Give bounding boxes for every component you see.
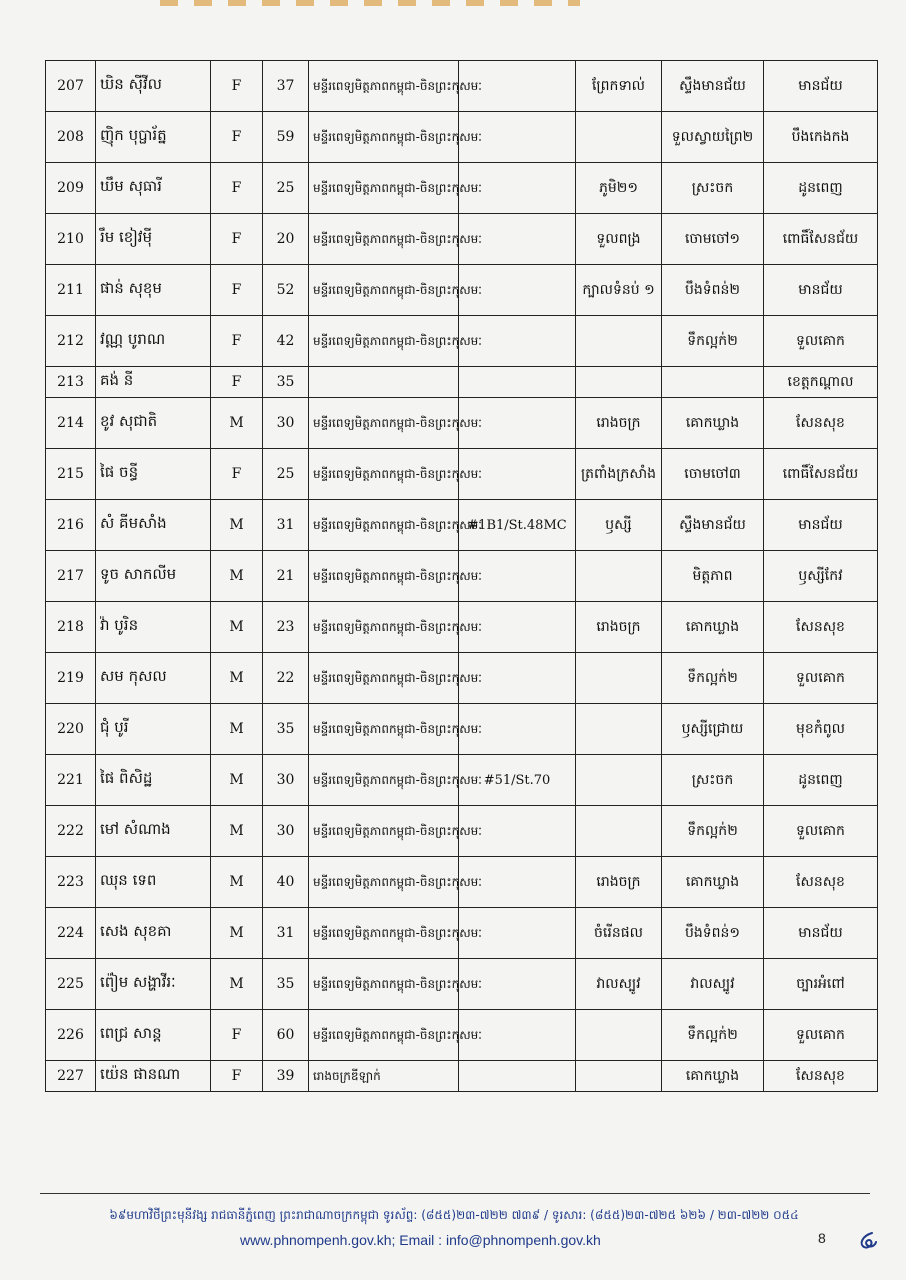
village-name: វាលស្បូវ bbox=[576, 959, 662, 1010]
patient-age: 31 bbox=[263, 500, 309, 551]
patient-sex: F bbox=[211, 61, 263, 112]
district-name: មានជ័យ bbox=[764, 908, 878, 959]
patient-workplace: មន្ទីរពេទ្យមិត្តភាពកម្ពុជា-ចិនព្រះកុសមៈ bbox=[309, 551, 459, 602]
patient-name: ឃិន ស៊ីវីល bbox=[96, 61, 211, 112]
patient-name: ឈុន ទេព bbox=[96, 857, 211, 908]
village-name bbox=[576, 653, 662, 704]
patient-sex: M bbox=[211, 857, 263, 908]
patient-sex: M bbox=[211, 755, 263, 806]
district-name: បឹងកេងកង bbox=[764, 112, 878, 163]
table-row bbox=[46, 806, 878, 857]
village-name bbox=[576, 1010, 662, 1061]
patient-workplace: មន្ទីរពេទ្យមិត្តភាពកម្ពុជា-ចិនព្រះកុសមៈ bbox=[309, 755, 459, 806]
row-number: 220 bbox=[46, 704, 96, 755]
commune-name: បឹងទំពន់២ bbox=[662, 265, 764, 316]
patient-name: ឃឹម សុធារី bbox=[96, 163, 211, 214]
village-name: ឫស្សី bbox=[576, 500, 662, 551]
patient-name: ញ៉ិក បុប្ផារ័ត្ន bbox=[96, 112, 211, 163]
patient-sex: M bbox=[211, 908, 263, 959]
house-number: #1B1/St.48MC bbox=[459, 500, 576, 551]
patient-age: 25 bbox=[263, 449, 309, 500]
patient-name: ផាន់ សុខុម bbox=[96, 265, 211, 316]
patient-age: 39 bbox=[263, 1061, 309, 1092]
village-name: រោងចក្រ bbox=[576, 398, 662, 449]
district-name: សែនសុខ bbox=[764, 857, 878, 908]
patient-workplace: មន្ទីរពេទ្យមិត្តភាពកម្ពុជា-ចិនព្រះកុសមៈ bbox=[309, 806, 459, 857]
patient-age: 59 bbox=[263, 112, 309, 163]
patient-age: 31 bbox=[263, 908, 309, 959]
patient-name: ពេជ្រ សាន្ត bbox=[96, 1010, 211, 1061]
commune-name: ឫស្សីជ្រោយ bbox=[662, 704, 764, 755]
patient-age: 30 bbox=[263, 806, 309, 857]
patient-age: 22 bbox=[263, 653, 309, 704]
table-row bbox=[46, 959, 878, 1010]
patient-age: 21 bbox=[263, 551, 309, 602]
patient-sex: M bbox=[211, 602, 263, 653]
commune-name: គោកឃ្លាង bbox=[662, 398, 764, 449]
district-name: មានជ័យ bbox=[764, 61, 878, 112]
patient-sex: F bbox=[211, 367, 263, 398]
patient-workplace: មន្ទីរពេទ្យមិត្តភាពកម្ពុជា-ចិនព្រះកុសមៈ bbox=[309, 653, 459, 704]
footer-address: ៦៩មហាវិថីព្រះមុនីវង្ស រាជធានីភ្នំពេញ ព្រះរាជាណាចក្រកម្ពុជា ទូរស័ព្ទ: (៨៥៥)២៣-៧២២ ៧៣៩ / ទូរសារ: (៨៥៥)២៣-៧២៥ ៦២៦ / ២៣-៧២២ ០៥៤ bbox=[109, 1208, 799, 1222]
table-row bbox=[46, 500, 878, 551]
district-name: ទួលគោក bbox=[764, 806, 878, 857]
patient-workplace: មន្ទីរពេទ្យមិត្តភាពកម្ពុជា-ចិនព្រះកុសមៈ bbox=[309, 265, 459, 316]
row-number: 213 bbox=[46, 367, 96, 398]
commune-name: ស្រះចក bbox=[662, 755, 764, 806]
patient-age: 40 bbox=[263, 857, 309, 908]
patient-workplace: មន្ទីរពេទ្យមិត្តភាពកម្ពុជា-ចិនព្រះកុសមៈ bbox=[309, 398, 459, 449]
commune-name: ទឹកល្អក់២ bbox=[662, 1010, 764, 1061]
patient-workplace: មន្ទីរពេទ្យមិត្តភាពកម្ពុជា-ចិនព្រះកុសមៈ bbox=[309, 61, 459, 112]
village-name: រោងចក្រ bbox=[576, 857, 662, 908]
patient-age: 30 bbox=[263, 398, 309, 449]
district-name: មានជ័យ bbox=[764, 500, 878, 551]
table-row bbox=[46, 1061, 878, 1092]
table-row bbox=[46, 857, 878, 908]
patient-name: សេង សុខគា bbox=[96, 908, 211, 959]
district-name: ដូនពេញ bbox=[764, 755, 878, 806]
row-number: 219 bbox=[46, 653, 96, 704]
row-number: 207 bbox=[46, 61, 96, 112]
commune-name: ទឹកល្អក់២ bbox=[662, 316, 764, 367]
row-number: 216 bbox=[46, 500, 96, 551]
district-name: ឫស្សីកែវ bbox=[764, 551, 878, 602]
patient-workplace: មន្ទីរពេទ្យមិត្តភាពកម្ពុជា-ចិនព្រះកុសមៈ bbox=[309, 959, 459, 1010]
commune-name bbox=[662, 367, 764, 398]
patient-workplace bbox=[309, 367, 459, 398]
patient-workplace: មន្ទីរពេទ្យមិត្តភាពកម្ពុជា-ចិនព្រះកុសមៈ bbox=[309, 602, 459, 653]
row-number: 224 bbox=[46, 908, 96, 959]
patient-name: ខូវ សុជាតិ bbox=[96, 398, 211, 449]
roster-body bbox=[46, 61, 878, 1092]
district-name: ទួលគោក bbox=[764, 1010, 878, 1061]
commune-name: ស្ទឹងមានជ័យ bbox=[662, 500, 764, 551]
commune-name: ទឹកល្អក់២ bbox=[662, 806, 764, 857]
house-number bbox=[459, 367, 576, 398]
house-number: #51/St.70 bbox=[459, 755, 576, 806]
village-name: រោងចក្រ bbox=[576, 602, 662, 653]
patient-sex: F bbox=[211, 112, 263, 163]
commune-name: ចោមចៅ១ bbox=[662, 214, 764, 265]
patient-sex: M bbox=[211, 551, 263, 602]
patient-name: គង់ នី bbox=[96, 367, 211, 398]
patient-name: រឹម ខៀវម៉ី bbox=[96, 214, 211, 265]
patient-workplace: មន្ទីរពេទ្យមិត្តភាពកម្ពុជា-ចិនព្រះកុសមៈ bbox=[309, 1010, 459, 1061]
district-name: សែនសុខ bbox=[764, 1061, 878, 1092]
row-number: 225 bbox=[46, 959, 96, 1010]
patient-sex: F bbox=[211, 214, 263, 265]
patient-age: 25 bbox=[263, 163, 309, 214]
patient-age: 37 bbox=[263, 61, 309, 112]
commune-name: ស្ទឹងមានជ័យ bbox=[662, 61, 764, 112]
commune-name: គោកឃ្លាង bbox=[662, 602, 764, 653]
table-row bbox=[46, 367, 878, 398]
patient-sex: F bbox=[211, 1061, 263, 1092]
commune-name: ទឹកល្អក់២ bbox=[662, 653, 764, 704]
table-row bbox=[46, 551, 878, 602]
district-name: ខេត្តកណ្តាល bbox=[764, 367, 878, 398]
patient-workplace: មន្ទីរពេទ្យមិត្តភាពកម្ពុជា-ចិនព្រះកុសមៈ bbox=[309, 214, 459, 265]
commune-name: ចោមចៅ៣ bbox=[662, 449, 764, 500]
district-name: មុខកំពូល bbox=[764, 704, 878, 755]
patient-name: ផៃ ចន្ធី bbox=[96, 449, 211, 500]
table-row bbox=[46, 602, 878, 653]
district-name: សែនសុខ bbox=[764, 398, 878, 449]
village-name: ទួលពង្រ bbox=[576, 214, 662, 265]
row-number: 227 bbox=[46, 1061, 96, 1092]
table-row bbox=[46, 449, 878, 500]
patient-sex: F bbox=[211, 265, 263, 316]
village-name bbox=[576, 112, 662, 163]
patient-name: មៅ សំណាង bbox=[96, 806, 211, 857]
patient-age: 35 bbox=[263, 959, 309, 1010]
patient-name: ជុំ បូរី bbox=[96, 704, 211, 755]
table-row bbox=[46, 214, 878, 265]
patient-age: 30 bbox=[263, 755, 309, 806]
row-number: 208 bbox=[46, 112, 96, 163]
row-number: 214 bbox=[46, 398, 96, 449]
table-row bbox=[46, 61, 878, 112]
commune-name: គោកឃ្លាង bbox=[662, 1061, 764, 1092]
patient-workplace: មន្ទីរពេទ្យមិត្តភាពកម្ពុជា-ចិនព្រះកុសមៈ bbox=[309, 908, 459, 959]
patient-name: វណ្ណ បូរាណ bbox=[96, 316, 211, 367]
patient-sex: M bbox=[211, 959, 263, 1010]
village-name: ចំរើនផល bbox=[576, 908, 662, 959]
row-number: 215 bbox=[46, 449, 96, 500]
table-row bbox=[46, 163, 878, 214]
table-row bbox=[46, 755, 878, 806]
patient-workplace: មន្ទីរពេទ្យមិត្តភាពកម្ពុជា-ចិនព្រះកុសមៈ bbox=[309, 500, 459, 551]
village-name: ក្បាលទំនប់ ១ bbox=[576, 265, 662, 316]
commune-name: វាលស្បូវ bbox=[662, 959, 764, 1010]
row-number: 217 bbox=[46, 551, 96, 602]
row-number: 211 bbox=[46, 265, 96, 316]
row-number: 222 bbox=[46, 806, 96, 857]
patient-sex: M bbox=[211, 398, 263, 449]
table-row bbox=[46, 316, 878, 367]
patient-age: 20 bbox=[263, 214, 309, 265]
patient-name: យ៉េន ផានណា bbox=[96, 1061, 211, 1092]
patient-age: 60 bbox=[263, 1010, 309, 1061]
village-name bbox=[576, 704, 662, 755]
initial-mark-icon bbox=[856, 1230, 878, 1252]
patient-sex: F bbox=[211, 163, 263, 214]
district-name: ច្បារអំពៅ bbox=[764, 959, 878, 1010]
village-name: ព្រែកទាល់ bbox=[576, 61, 662, 112]
district-name: សែនសុខ bbox=[764, 602, 878, 653]
village-name bbox=[576, 316, 662, 367]
patient-sex: M bbox=[211, 653, 263, 704]
table-row bbox=[46, 398, 878, 449]
patient-sex: F bbox=[211, 316, 263, 367]
row-number: 212 bbox=[46, 316, 96, 367]
row-number: 218 bbox=[46, 602, 96, 653]
table-row bbox=[46, 653, 878, 704]
patient-name: វ៉ា បូរិន bbox=[96, 602, 211, 653]
district-name: ពោធិ៍សែនជ័យ bbox=[764, 449, 878, 500]
table-row bbox=[46, 265, 878, 316]
table-row bbox=[46, 704, 878, 755]
patient-age: 23 bbox=[263, 602, 309, 653]
patient-workplace: រោងចក្រឌីឡាក់ bbox=[309, 1061, 459, 1092]
commune-name: មិត្តភាព bbox=[662, 551, 764, 602]
patient-sex: F bbox=[211, 449, 263, 500]
page-number: 8 bbox=[818, 1230, 826, 1246]
patient-name: ទូច សាកលីម bbox=[96, 551, 211, 602]
row-number: 223 bbox=[46, 857, 96, 908]
row-number: 209 bbox=[46, 163, 96, 214]
row-number: 226 bbox=[46, 1010, 96, 1061]
village-name bbox=[576, 551, 662, 602]
village-name bbox=[576, 755, 662, 806]
table-row bbox=[46, 1010, 878, 1061]
district-name: ទួលគោក bbox=[764, 653, 878, 704]
patient-workplace: មន្ទីរពេទ្យមិត្តភាពកម្ពុជា-ចិនព្រះកុសមៈ bbox=[309, 857, 459, 908]
commune-name: ស្រះចក bbox=[662, 163, 764, 214]
patient-name: សម កុសល bbox=[96, 653, 211, 704]
patient-age: 42 bbox=[263, 316, 309, 367]
header-decoration-strip bbox=[160, 0, 580, 6]
patient-age: 35 bbox=[263, 367, 309, 398]
patient-workplace: មន្ទីរពេទ្យមិត្តភាពកម្ពុជា-ចិនព្រះកុសមៈ bbox=[309, 704, 459, 755]
patient-sex: M bbox=[211, 806, 263, 857]
village-name: ត្រពាំងក្រសាំង bbox=[576, 449, 662, 500]
patient-workplace: មន្ទីរពេទ្យមិត្តភាពកម្ពុជា-ចិនព្រះកុសមៈ bbox=[309, 316, 459, 367]
village-name bbox=[576, 367, 662, 398]
commune-name: ទួលស្វាយព្រៃ២ bbox=[662, 112, 764, 163]
district-name: ពោធិ៍សែនជ័យ bbox=[764, 214, 878, 265]
house-number bbox=[459, 1061, 576, 1092]
commune-name: បឹងទំពន់១ bbox=[662, 908, 764, 959]
commune-name: គោកឃ្លាង bbox=[662, 857, 764, 908]
row-number: 221 bbox=[46, 755, 96, 806]
village-name: ភូមិ២១ bbox=[576, 163, 662, 214]
patient-age: 52 bbox=[263, 265, 309, 316]
footer-divider bbox=[40, 1193, 870, 1194]
patient-workplace: មន្ទីរពេទ្យមិត្តភាពកម្ពុជា-ចិនព្រះកុសមៈ bbox=[309, 449, 459, 500]
patient-workplace: មន្ទីរពេទ្យមិត្តភាពកម្ពុជា-ចិនព្រះកុសមៈ bbox=[309, 112, 459, 163]
row-number: 210 bbox=[46, 214, 96, 265]
district-name: មានជ័យ bbox=[764, 265, 878, 316]
patient-age: 35 bbox=[263, 704, 309, 755]
patient-name: ព៉ៀម សង្ហាវីរៈ bbox=[96, 959, 211, 1010]
village-name bbox=[576, 806, 662, 857]
table-row bbox=[46, 112, 878, 163]
table-row bbox=[46, 908, 878, 959]
district-name: ដូនពេញ bbox=[764, 163, 878, 214]
patient-sex: F bbox=[211, 1010, 263, 1061]
patient-workplace: មន្ទីរពេទ្យមិត្តភាពកម្ពុជា-ចិនព្រះកុសមៈ bbox=[309, 163, 459, 214]
village-name bbox=[576, 1061, 662, 1092]
patient-roster-table bbox=[45, 60, 878, 1092]
footer-web-email: www.phnompenh.gov.kh; Email : info@phnompenh.gov.kh bbox=[240, 1232, 601, 1248]
patient-name: សំ គីមសាំង bbox=[96, 500, 211, 551]
patient-sex: M bbox=[211, 704, 263, 755]
district-name: ទួលគោក bbox=[764, 316, 878, 367]
patient-sex: M bbox=[211, 500, 263, 551]
patient-name: ផៃ ពិសិដ្ឋ bbox=[96, 755, 211, 806]
